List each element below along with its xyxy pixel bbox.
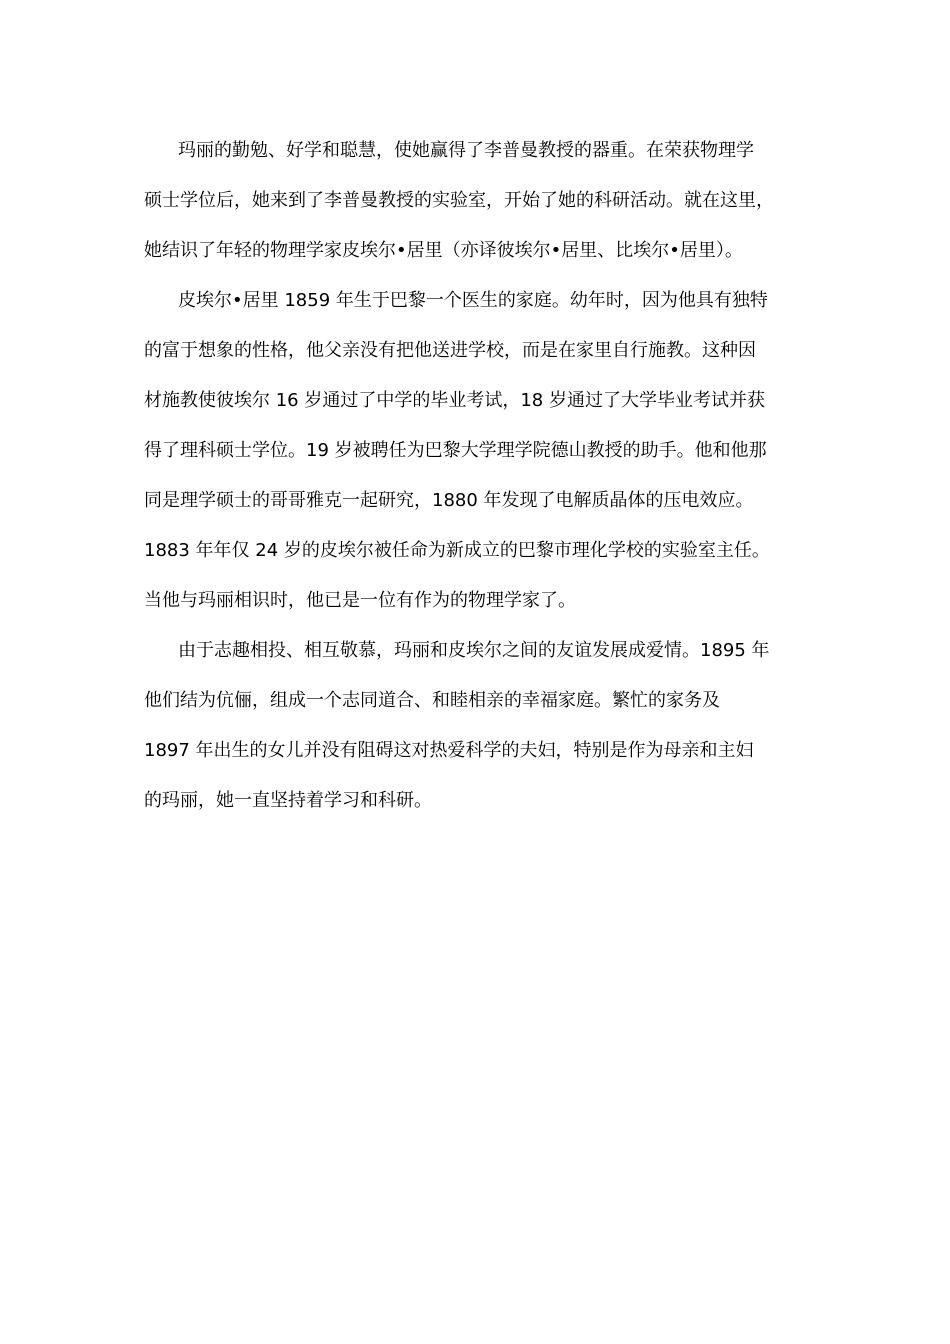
text-line: 当他与玛丽相识时，他已是一位有作为的物理学家了。 — [144, 590, 576, 611]
text-line: 硕士学位后，她来到了李普曼教授的实验室，开始了她的科研活动。就在这里， — [144, 190, 774, 211]
document-body — [144, 126, 820, 826]
text-line: 材施教使彼埃尔 16 岁通过了中学的毕业考试，18 岁通过了大学毕业考试并获 — [144, 390, 765, 411]
text-line: 她结识了年轻的物理学家皮埃尔•居里（亦译彼埃尔•居里、比埃尔•居里）。 — [144, 240, 743, 261]
text-line: 的富于想象的性格，他父亲没有把他送进学校，而是在家里自行施教。这种因 — [144, 340, 756, 361]
text-line: 皮埃尔•居里 1859 年生于巴黎一个医生的家庭。幼年时，因为他具有独特 — [178, 290, 768, 311]
paragraph-2 — [144, 276, 820, 626]
text-line: 他们结为伉俪，组成一个志同道合、和睦相亲的幸福家庭。繁忙的家务及 — [144, 690, 720, 711]
text-line: 玛丽的勤勉、好学和聪慧，使她赢得了李普曼教授的器重。在荣获物理学 — [178, 140, 754, 161]
paragraph-3 — [144, 626, 820, 826]
text-line: 同是理学硕士的哥哥雅克一起研究，1880 年发现了电解质晶体的压电效应。 — [144, 490, 754, 511]
text-line: 1883 年年仅 24 岁的皮埃尔被任命为新成立的巴黎市理化学校的实验室主任。 — [144, 540, 770, 561]
text-line: 由于志趣相投、相互敬慕，玛丽和皮埃尔之间的友谊发展成爱情。1895 年 — [178, 640, 770, 661]
text-line: 的玛丽，她一直坚持着学习和科研。 — [144, 790, 432, 811]
paragraph-1 — [144, 126, 820, 276]
text-line: 1897 年出生的女儿并没有阻碍这对热爱科学的夫妇，特别是作为母亲和主妇 — [144, 740, 754, 761]
text-line: 得了理科硕士学位。19 岁被聘任为巴黎大学理学院德山教授的助手。他和他那 — [144, 440, 767, 461]
